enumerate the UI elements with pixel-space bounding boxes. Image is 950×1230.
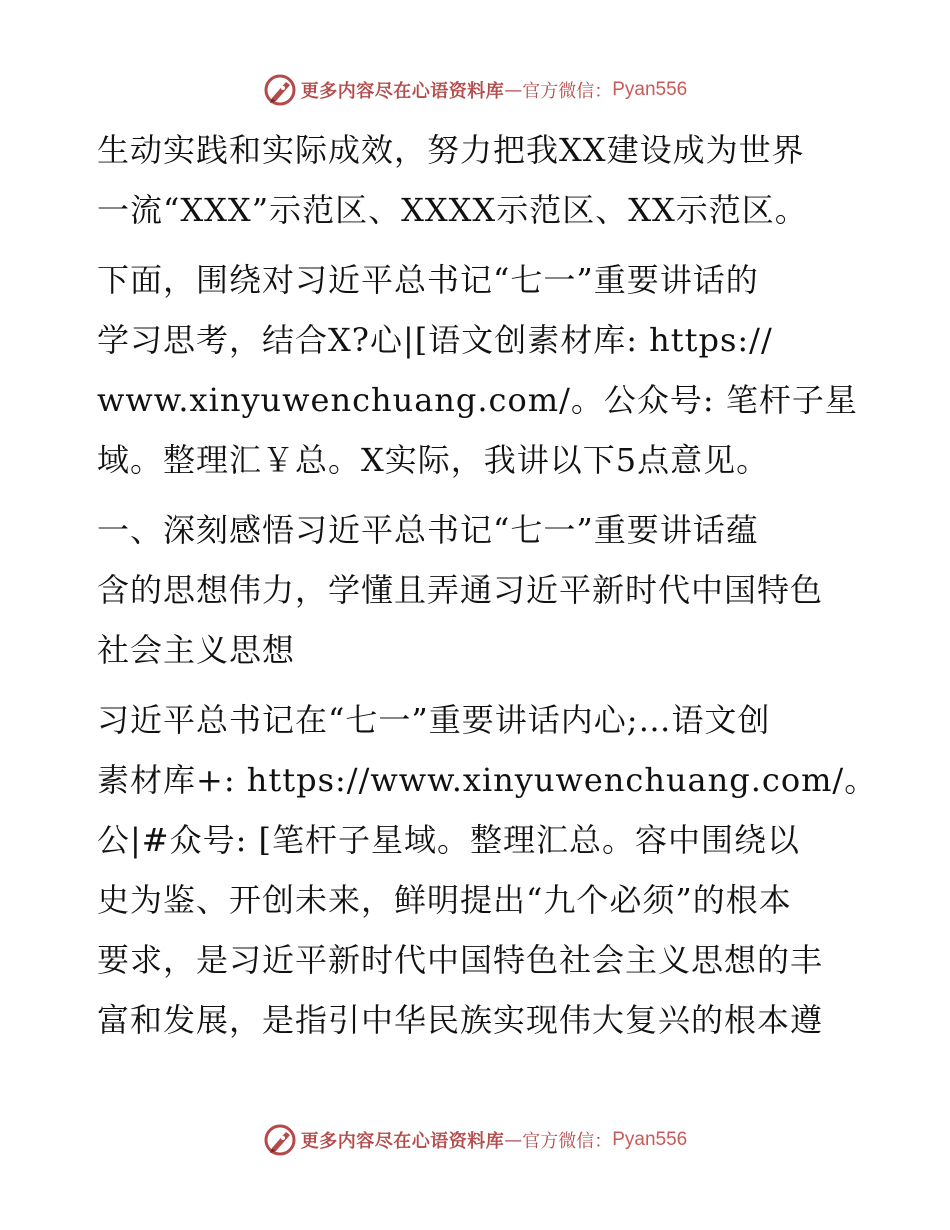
- header-wechat-label: 官方微信：: [522, 81, 613, 102]
- text-line: 域。整理汇￥总。X实际，我讲以下5点意见。: [97, 441, 770, 479]
- paragraph: [97, 690, 878, 1050]
- paragraph: [97, 250, 857, 490]
- footer-wechat-label: 官方微信：: [522, 1131, 613, 1152]
- header-wechat-id: Pyan556: [612, 79, 688, 100]
- text-line: 生动实践和实际成效，努力把我XX建设成为世界: [97, 131, 805, 169]
- footer-wechat-id: Pyan556: [612, 1129, 688, 1150]
- text-line: 史为鉴、开创未来，鲜明提出“九个必须”的根本: [97, 881, 792, 919]
- footer-separator: —: [504, 1129, 523, 1151]
- text-line: 社会主义思想: [97, 631, 296, 669]
- header-brand-text: 更多内容尽在心语资料库: [300, 81, 505, 102]
- text-line: 一流“XXX”示范区、XXXX示范区、XX示范区。: [97, 191, 808, 229]
- pen-logo-icon: [263, 73, 297, 107]
- text-line: 公|#众号: [笔杆子星域。整理汇总。容中围绕以: [97, 821, 801, 859]
- text-line: 一、深刻感悟习近平总书记“七一”重要讲话蕴: [97, 511, 759, 549]
- text-line: 含的思想伟力，学懂且弄通习近平新时代中国特色: [97, 571, 824, 609]
- pen-logo-icon: [263, 1123, 297, 1157]
- header-separator: —: [504, 79, 523, 101]
- footer-brand-text: 更多内容尽在心语资料库: [300, 1131, 505, 1152]
- text-line: www.xinyuwenchuang.com/。公众号: 笔杆子星: [97, 381, 858, 419]
- text-line: 学习思考，结合X?心|[语文创素材库: https://: [97, 321, 773, 359]
- footer-banner: [0, 1120, 950, 1160]
- text-line: 习近平总书记在“七一”重要讲话内心;…语文创: [97, 701, 771, 739]
- document-body: [97, 120, 878, 1050]
- text-line: 素材库+: https://www.xinyuwenchuang.com/。: [97, 761, 878, 799]
- header-banner: [0, 70, 950, 110]
- text-line: 富和发展，是指引中华民族实现伟大复兴的根本遵: [97, 1001, 824, 1039]
- text-line: 要求，是习近平新时代中国特色社会主义思想的丰: [97, 941, 824, 979]
- text-line: 下面，围绕对习近平总书记“七一”重要讲话的: [97, 261, 759, 299]
- section-heading: [97, 500, 857, 680]
- paragraph: [97, 120, 857, 240]
